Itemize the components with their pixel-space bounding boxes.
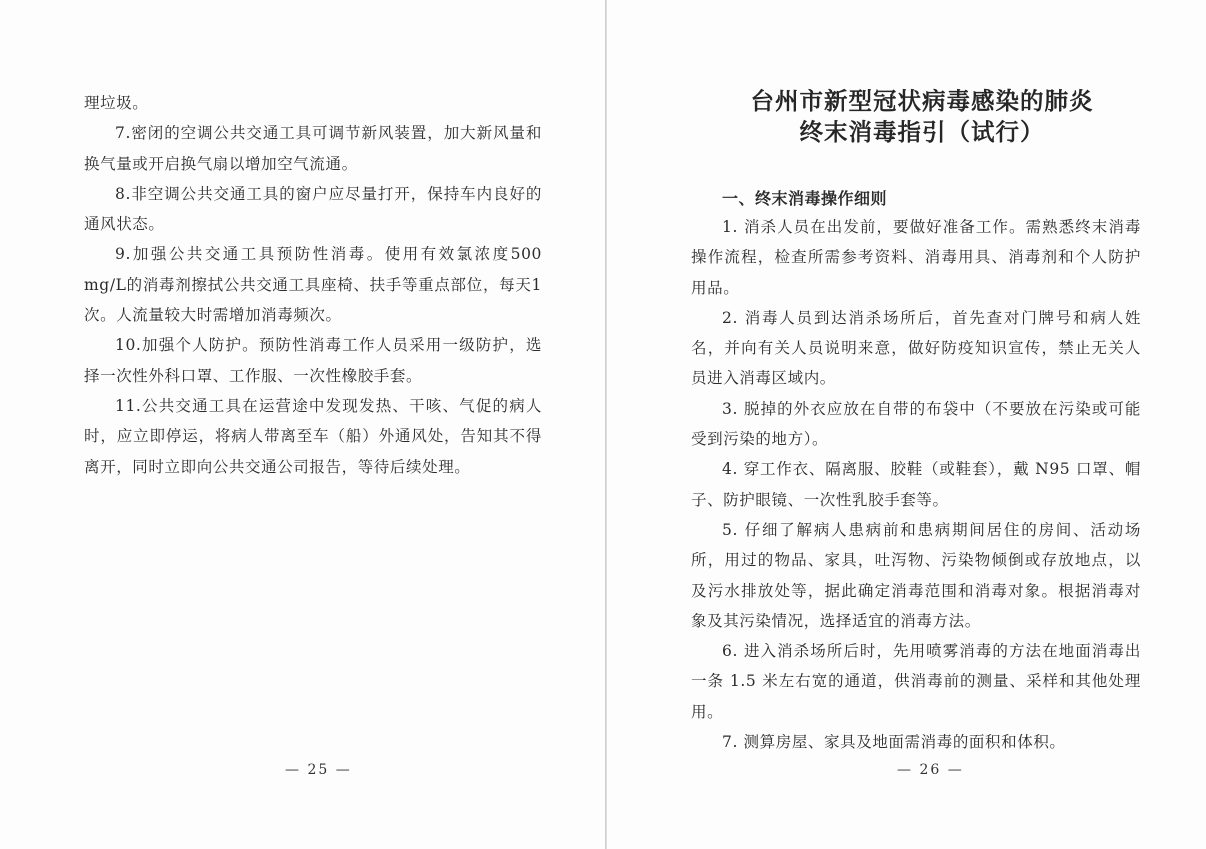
paragraph-item-7: 7.密闭的空调公共交通工具可调节新风装置，加大新风量和换气量或开启换气扇以增加空气流通。 bbox=[84, 124, 542, 173]
paragraph-continued: 理垃圾。 bbox=[84, 94, 149, 112]
step-3: 3. 脱掉的外衣应放在自带的布袋中（不要放在污染或可能受到污染的地方）。 bbox=[691, 399, 1141, 449]
step-2: 2. 消毒人员到达消杀场所后，首先查对门牌号和病人姓名，并向有关人员说明来意，做好防疫知识宣传，禁止无关人员进入消毒区域内。 bbox=[691, 308, 1141, 388]
step-1: 1. 消杀人员在出发前，要做好准备工作。需熟悉终末消毒操作流程，检查所需参考资料、消毒用具、消毒剂和个人防护用品。 bbox=[691, 218, 1141, 297]
paragraph-item-11: 11.公共交通工具在运营途中发现发热、干咳、气促的病人时，应立即停运，将病人带离至车（船）外通风处，告知其不得离开，同时立即向公共交通公司报告，等待后续处理。 bbox=[84, 396, 542, 476]
paragraph-item-9: 9.加强公共交通工具预防性消毒。使用有效氯浓度500 mg/L的消毒剂擦拭公共交通工具座椅、扶手等重点部位，每天1次。人流量较大时需增加消毒频次。 bbox=[84, 245, 542, 325]
page-number-right: — 26 — bbox=[897, 762, 964, 778]
right-page bbox=[607, 0, 1206, 849]
section-heading: 一、终末消毒操作细则 bbox=[722, 189, 888, 208]
title-line-1: 台州市新型冠状病毒感染的肺炎 bbox=[750, 87, 1094, 115]
paragraph-item-10: 10.加强个人防护。预防性消毒工作人员采用一级防护，选择一次性外科口罩、工作服、一次性橡胶手套。 bbox=[84, 336, 542, 385]
step-7: 7. 测算房屋、家具及地面需消毒的面积和体积。 bbox=[722, 733, 1066, 752]
left-page-body bbox=[84, 88, 542, 482]
step-4: 4. 穿工作衣、隔离服、胶鞋（或鞋套），戴 N95 口罩、帽子、防护眼镜、一次性乳胶手套等。 bbox=[691, 460, 1141, 509]
paragraph-item-8: 8.非空调公共交通工具的窗户应尽量打开，保持车内良好的通风状态。 bbox=[84, 184, 542, 234]
step-5: 5. 仔细了解病人患病前和患病期间居住的房间、活动场所，用过的物品、家具，吐泻物、污染物倾倒或存放地点，以及污水排放处等，据此确定消毒范围和消毒对象。根据消毒对象及其污染情况，选择适宜的消毒方法。 bbox=[691, 520, 1141, 630]
right-page-body bbox=[691, 212, 1141, 757]
title-line-2: 终末消毒指引（试行） bbox=[799, 118, 1045, 146]
page-number-left: — 25 — bbox=[285, 762, 352, 778]
step-6: 6. 进入消杀场所后时，先用喷雾消毒的方法在地面消毒出一条 1.5 米左右宽的通道，供消毒前的测量、采样和其他处理用。 bbox=[691, 642, 1141, 721]
document-title bbox=[707, 86, 1137, 148]
